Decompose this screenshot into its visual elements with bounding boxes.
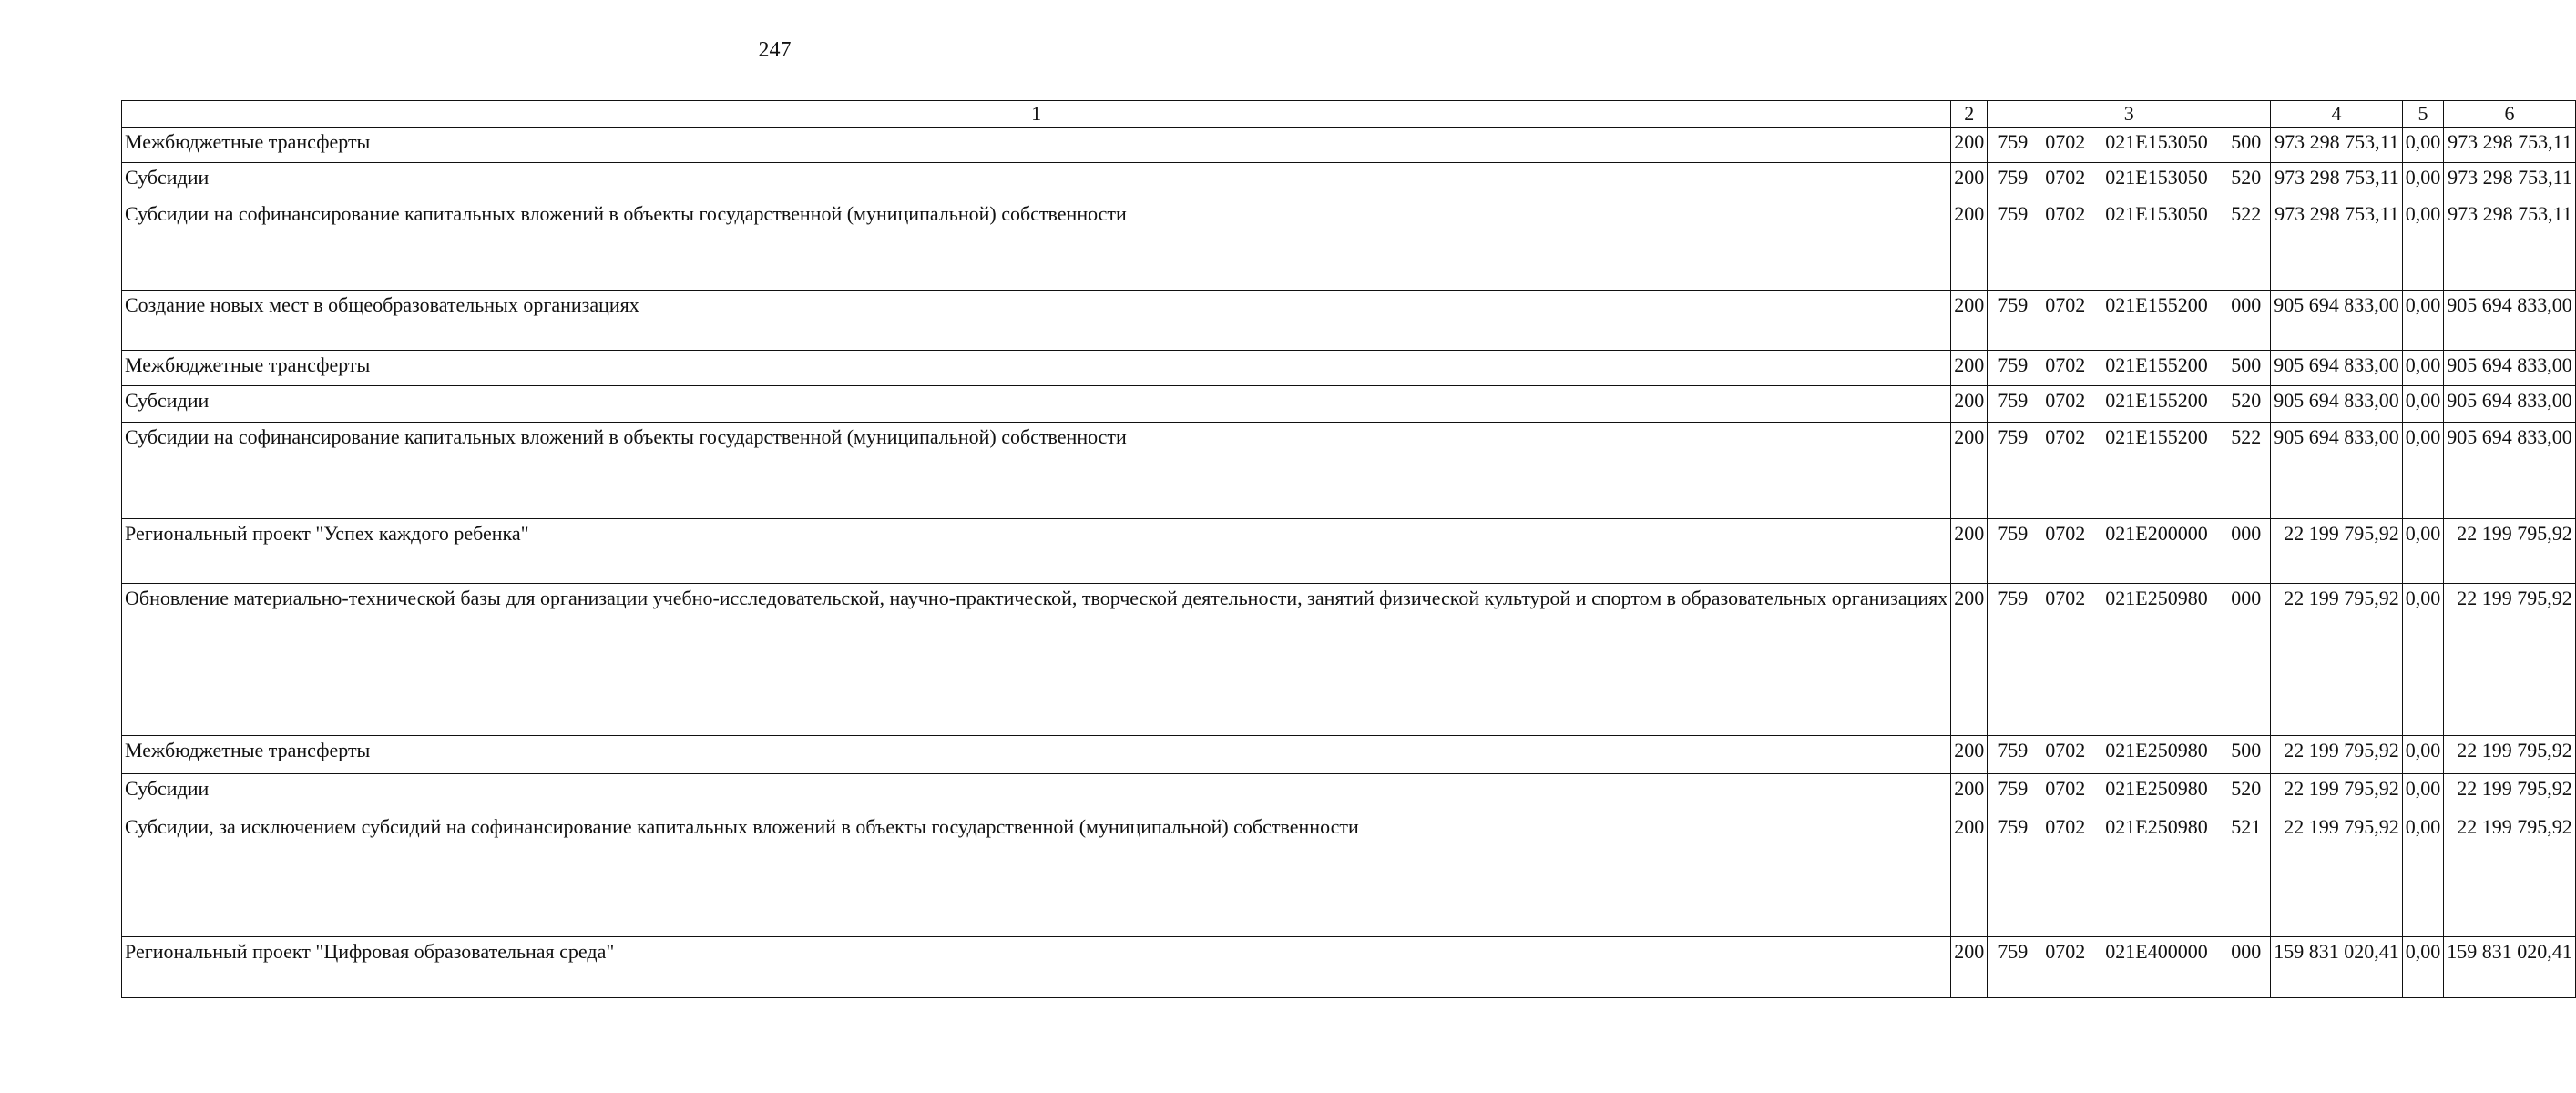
code-part-4: 520 (2231, 777, 2262, 800)
code-part-1: 759 (1998, 522, 2029, 545)
row-col-4: 905 694 833,00 (2271, 423, 2403, 519)
row-col-6: 905 694 833,00 (2444, 386, 2576, 423)
table-row (122, 199, 2576, 291)
row-code (1988, 423, 2271, 519)
code-part-1: 759 (1998, 202, 2029, 225)
row-col-4: 22 199 795,92 (2271, 519, 2403, 584)
code-part-1: 759 (1998, 166, 2029, 189)
row-col-4: 973 298 753,11 (2271, 128, 2403, 163)
code-part-3: 021E155200 (2105, 353, 2208, 376)
code-part-3: 021E153050 (2105, 130, 2208, 153)
row-col-5: 0,00 (2402, 199, 2444, 291)
code-part-4: 520 (2231, 166, 2262, 189)
table-row (122, 386, 2576, 423)
row-col-6: 905 694 833,00 (2444, 291, 2576, 351)
page-number: 247 (758, 38, 792, 62)
row-col-6: 905 694 833,00 (2444, 351, 2576, 386)
table-row (122, 519, 2576, 584)
row-col-2: 200 (1951, 128, 1988, 163)
code-part-3: 021E250980 (2105, 815, 2208, 838)
row-code (1988, 351, 2271, 386)
row-name: Межбюджетные трансферты (122, 128, 1951, 163)
header-col-1: 1 (122, 101, 1951, 128)
code-part-1: 759 (1998, 425, 2029, 448)
row-col-2: 200 (1951, 774, 1988, 812)
code-part-2: 0702 (2045, 940, 2086, 963)
row-col-6: 159 831 020,41 (2444, 937, 2576, 998)
row-col-6: 22 199 795,92 (2444, 519, 2576, 584)
row-name: Региональный проект "Успех каждого ребенка" (122, 519, 1951, 584)
code-part-2: 0702 (2045, 777, 2086, 800)
row-col-6: 973 298 753,11 (2444, 128, 2576, 163)
code-part-1: 759 (1998, 777, 2029, 800)
row-col-4: 905 694 833,00 (2271, 386, 2403, 423)
code-part-3: 021E153050 (2105, 202, 2208, 225)
row-code (1988, 519, 2271, 584)
code-part-4: 500 (2231, 130, 2262, 153)
code-part-4: 000 (2231, 940, 2262, 963)
code-part-4: 521 (2231, 815, 2262, 838)
header-row (122, 101, 2576, 128)
row-col-5: 0,00 (2402, 937, 2444, 998)
row-col-4: 905 694 833,00 (2271, 291, 2403, 351)
row-name: Межбюджетные трансферты (122, 351, 1951, 386)
row-col-6: 973 298 753,11 (2444, 199, 2576, 291)
row-name: Субсидии на софинансирование капитальных вложений в объекты государственной (муниципальной) собственности (122, 423, 1951, 519)
row-col-4: 973 298 753,11 (2271, 163, 2403, 199)
row-name: Субсидии, за исключением субсидий на софинансирование капитальных вложений в объекты государственной (муниципальной) собственности (122, 812, 1951, 937)
row-col-6: 22 199 795,92 (2444, 736, 2576, 774)
code-part-2: 0702 (2045, 389, 2086, 412)
code-part-3: 021E250980 (2105, 587, 2208, 609)
row-col-5: 0,00 (2402, 736, 2444, 774)
table-row (122, 736, 2576, 774)
code-part-4: 000 (2231, 293, 2262, 316)
code-part-2: 0702 (2045, 353, 2086, 376)
code-part-3: 021E155200 (2105, 389, 2208, 412)
row-code (1988, 386, 2271, 423)
row-code (1988, 774, 2271, 812)
row-code (1988, 736, 2271, 774)
code-part-3: 021E250980 (2105, 739, 2208, 761)
code-part-2: 0702 (2045, 202, 2086, 225)
row-col-5: 0,00 (2402, 774, 2444, 812)
row-col-5: 0,00 (2402, 291, 2444, 351)
row-code (1988, 812, 2271, 937)
row-name: Субсидии (122, 774, 1951, 812)
row-col-5: 0,00 (2402, 163, 2444, 199)
row-col-2: 200 (1951, 812, 1988, 937)
code-part-3: 021E250980 (2105, 777, 2208, 800)
row-col-5: 0,00 (2402, 584, 2444, 736)
row-name: Субсидии на софинансирование капитальных вложений в объекты государственной (муниципальной) собственности (122, 199, 1951, 291)
row-name: Межбюджетные трансферты (122, 736, 1951, 774)
code-part-2: 0702 (2045, 293, 2086, 316)
table-row (122, 584, 2576, 736)
table-row (122, 291, 2576, 351)
table-row (122, 812, 2576, 937)
row-col-5: 0,00 (2402, 812, 2444, 937)
code-part-4: 000 (2231, 522, 2262, 545)
row-col-2: 200 (1951, 584, 1988, 736)
code-part-3: 021E155200 (2105, 425, 2208, 448)
code-part-4: 000 (2231, 587, 2262, 609)
row-col-2: 200 (1951, 423, 1988, 519)
row-name: Региональный проект "Цифровая образовательная среда" (122, 937, 1951, 998)
header-col-3: 3 (1988, 101, 2271, 128)
row-col-6: 905 694 833,00 (2444, 423, 2576, 519)
row-col-4: 973 298 753,11 (2271, 199, 2403, 291)
budget-table (121, 100, 2576, 998)
row-code (1988, 128, 2271, 163)
code-part-4: 520 (2231, 389, 2262, 412)
row-name: Обновление материально-технической базы для организации учебно-исследовательской, научно-практической, творческой деятельности, занятий физической культурой и спортом в образовательных организациях (122, 584, 1951, 736)
header-col-2: 2 (1951, 101, 1988, 128)
code-part-4: 522 (2231, 202, 2262, 225)
row-col-5: 0,00 (2402, 519, 2444, 584)
table-row (122, 774, 2576, 812)
code-part-3: 021E400000 (2105, 940, 2208, 963)
row-col-2: 200 (1951, 351, 1988, 386)
header-col-6: 6 (2444, 101, 2576, 128)
code-part-2: 0702 (2045, 166, 2086, 189)
code-part-1: 759 (1998, 389, 2029, 412)
row-code (1988, 163, 2271, 199)
row-name: Создание новых мест в общеобразовательных организациях (122, 291, 1951, 351)
row-code (1988, 937, 2271, 998)
row-code (1988, 199, 2271, 291)
code-part-1: 759 (1998, 940, 2029, 963)
code-part-4: 522 (2231, 425, 2262, 448)
code-part-2: 0702 (2045, 815, 2086, 838)
code-part-3: 021E200000 (2105, 522, 2208, 545)
row-col-5: 0,00 (2402, 423, 2444, 519)
row-col-2: 200 (1951, 163, 1988, 199)
row-col-4: 905 694 833,00 (2271, 351, 2403, 386)
code-part-2: 0702 (2045, 425, 2086, 448)
row-col-5: 0,00 (2402, 351, 2444, 386)
row-col-4: 22 199 795,92 (2271, 774, 2403, 812)
row-col-2: 200 (1951, 199, 1988, 291)
row-col-6: 973 298 753,11 (2444, 163, 2576, 199)
table-row (122, 351, 2576, 386)
code-part-4: 500 (2231, 739, 2262, 761)
row-name: Субсидии (122, 163, 1951, 199)
row-col-6: 22 199 795,92 (2444, 774, 2576, 812)
code-part-1: 759 (1998, 815, 2029, 838)
code-part-1: 759 (1998, 587, 2029, 609)
code-part-2: 0702 (2045, 587, 2086, 609)
row-code (1988, 584, 2271, 736)
code-part-3: 021E153050 (2105, 166, 2208, 189)
row-col-4: 22 199 795,92 (2271, 736, 2403, 774)
code-part-2: 0702 (2045, 130, 2086, 153)
code-part-4: 500 (2231, 353, 2262, 376)
row-col-2: 200 (1951, 386, 1988, 423)
row-col-5: 0,00 (2402, 386, 2444, 423)
row-col-6: 22 199 795,92 (2444, 584, 2576, 736)
code-part-2: 0702 (2045, 739, 2086, 761)
header-col-4: 4 (2271, 101, 2403, 128)
row-col-4: 22 199 795,92 (2271, 812, 2403, 937)
code-part-2: 0702 (2045, 522, 2086, 545)
row-col-5: 0,00 (2402, 128, 2444, 163)
table-row (122, 163, 2576, 199)
table-row (122, 128, 2576, 163)
code-part-1: 759 (1998, 293, 2029, 316)
row-code (1988, 291, 2271, 351)
row-col-6: 22 199 795,92 (2444, 812, 2576, 937)
row-col-4: 159 831 020,41 (2271, 937, 2403, 998)
row-col-4: 22 199 795,92 (2271, 584, 2403, 736)
row-col-2: 200 (1951, 291, 1988, 351)
table-row (122, 937, 2576, 998)
row-col-2: 200 (1951, 937, 1988, 998)
row-col-2: 200 (1951, 736, 1988, 774)
row-name: Субсидии (122, 386, 1951, 423)
code-part-1: 759 (1998, 353, 2029, 376)
header-col-5: 5 (2402, 101, 2444, 128)
code-part-1: 759 (1998, 739, 2029, 761)
row-col-2: 200 (1951, 519, 1988, 584)
table-row (122, 423, 2576, 519)
code-part-3: 021E155200 (2105, 293, 2208, 316)
code-part-1: 759 (1998, 130, 2029, 153)
